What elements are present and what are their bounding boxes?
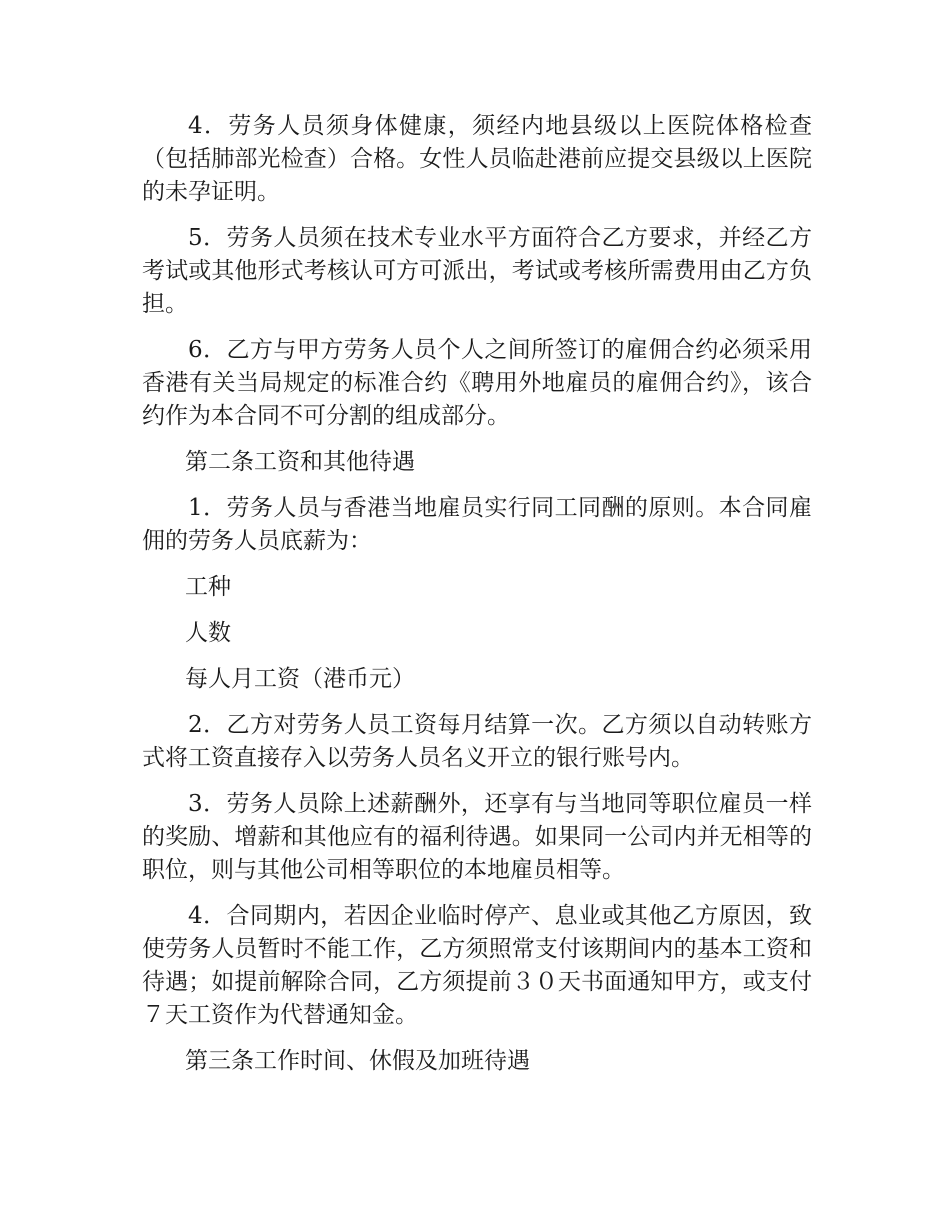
clause-paragraph: 6．乙方与甲方劳务人员个人之间所签订的雇佣合约必须采用香港有关当局规定的标准合约《聘用外地雇员的雇佣合约》，该合约作为本合同不可分割的组成部分。 — [142, 337, 812, 429]
section-heading: 第三条工作时间、休假及加班待遇 — [185, 1048, 530, 1074]
table-header-monthly-wage: 每人月工资（港币元） — [185, 666, 415, 692]
clause-paragraph: 2．乙方对劳务人员工资每月结算一次。乙方须以自动转账方式将工资直接存入以劳务人员名义开立的银行账号内。 — [142, 712, 812, 771]
document-body — [142, 110, 812, 1091]
table-header-headcount: 人数 — [185, 620, 231, 646]
clause-paragraph: 3．劳务人员除上述薪酬外，还享有与当地同等职位雇员一样的奖励、增薪和其他应有的福利待遇。如果同一公司内并无相等的职位，则与其他公司相等职位的本地雇员相等。 — [142, 791, 812, 883]
clause-paragraph: 4．劳务人员须身体健康，须经内地县级以上医院体格检查（包括肺部光检查）合格。女性人员临赴港前应提交县级以上医院的未孕证明。 — [142, 113, 812, 205]
section-heading: 第二条工资和其他待遇 — [185, 449, 415, 475]
table-header-job-type: 工种 — [185, 574, 231, 600]
clause-paragraph: 4．合同期内，若因企业临时停产、息业或其他乙方原因，致使劳务人员暂时不能工作，乙方须照常支付该期间内的基本工资和待遇；如提前解除合同，乙方须提前３０天书面通知甲方，或支付７天工资作为代替通知金。 — [142, 903, 812, 1028]
clause-paragraph: 1．劳务人员与香港当地雇员实行同工同酬的原则。本合同雇佣的劳务人员底薪为： — [142, 495, 812, 554]
clause-paragraph: 5．劳务人员须在技术专业水平方面符合乙方要求，并经乙方考试或其他形式考核认可方可派出，考试或考核所需费用由乙方负担。 — [142, 225, 812, 317]
